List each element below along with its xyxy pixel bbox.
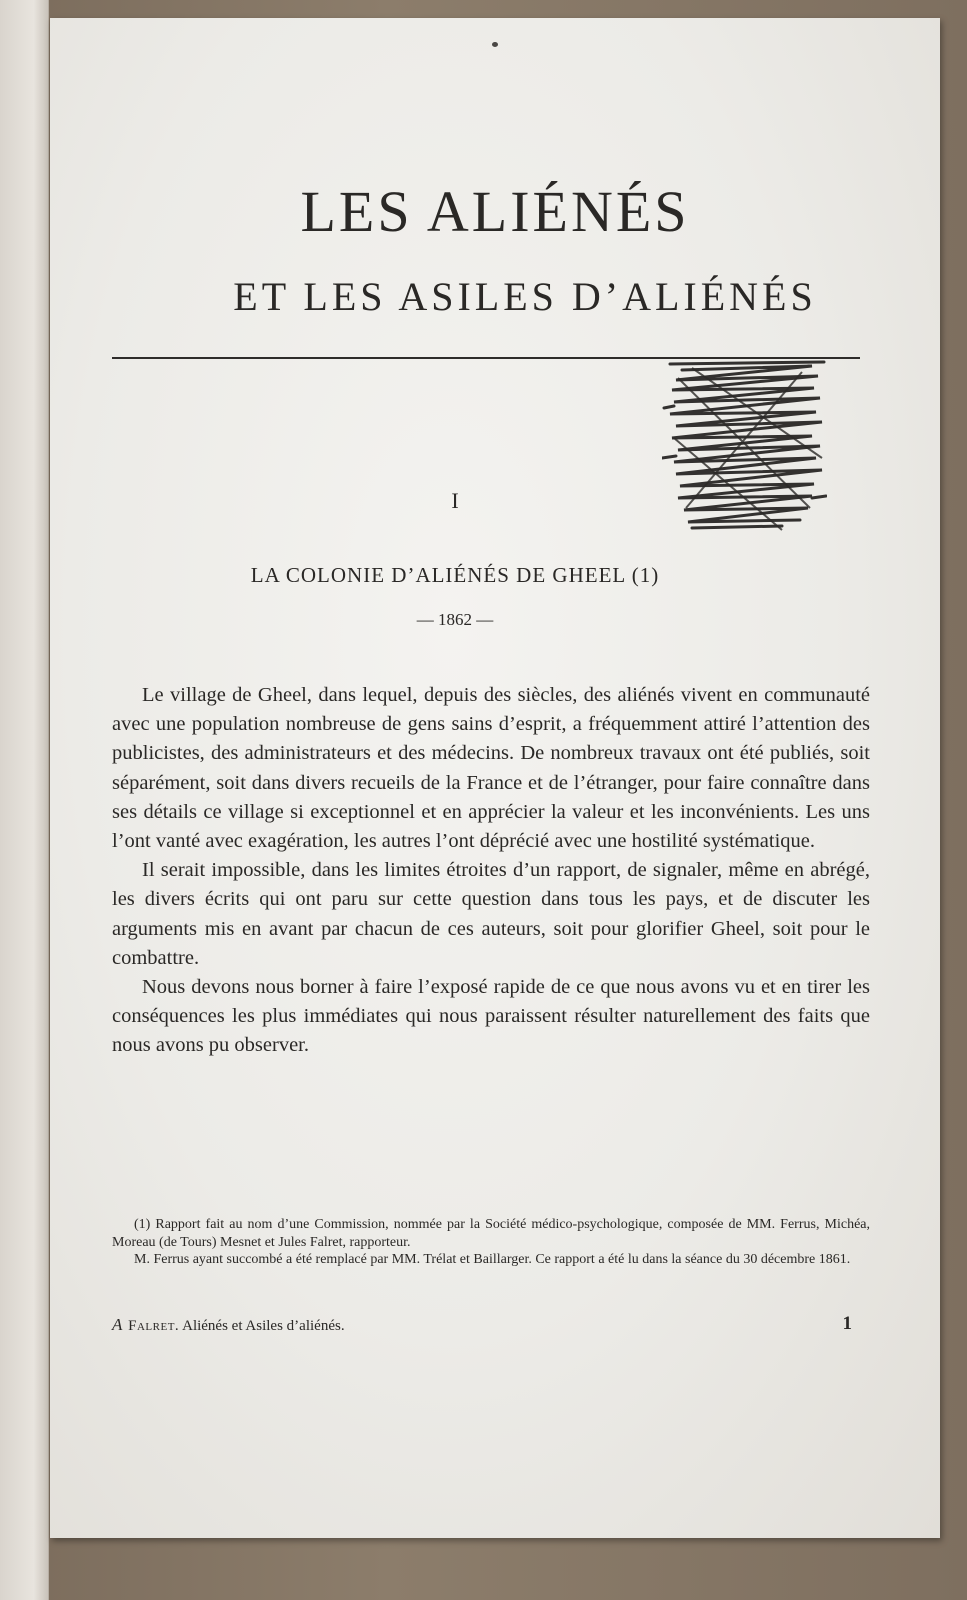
title-line-2: ET LES ASILES D’ALIÉNÉS <box>233 274 817 319</box>
footnote: M. Ferrus ayant succombé a été remplacé par MM. Trélat et Baillarger. Ce rapport a été lu dans la séance du 30 décembre 1861. <box>134 1252 851 1267</box>
book-page <box>50 18 940 1538</box>
footer-author: Falret. <box>128 1318 180 1334</box>
footnotes <box>112 1216 870 1269</box>
previous-page-edge <box>0 0 49 1600</box>
page-number: 1 <box>842 1313 852 1334</box>
paragraph: Il serait impossible, dans les limites étroites d’un rapport, de signaler, même en abrégé, les divers écrits qui ont paru sur cette question dans tous les pays, et de discuter les arguments mis en avant par chacun de ces auteurs, soit pour glorifier Gheel, soit pour le combattre. <box>112 859 870 969</box>
section-year: — 1862 — <box>416 610 494 629</box>
ink-spot <box>492 42 498 47</box>
footnote: (1) Rapport fait au nom d’une Commission, nommée par la Société médico-psychologique, composée de MM. Ferrus, Michéa, Moreau (de Tours) Mesnet et Jules Falret, rapporteur. <box>112 1217 870 1250</box>
paragraph: Nous devons nous borner à faire l’exposé rapide de ce que nous avons vu et en tirer les conséquences les plus immédiates qui nous paraissent résulter naturellement des faits que nous avons pu observer. <box>112 976 870 1057</box>
footer-book-title: Aliénés et Asiles d’aliénés. <box>182 1318 345 1334</box>
handwritten-initial: A <box>112 1315 123 1334</box>
body-text <box>112 681 870 1061</box>
section-title: LA COLONIE D’ALIÉNÉS DE GHEEL (1) <box>250 563 660 587</box>
section-number: I <box>451 488 459 513</box>
title-line-1: LES ALIÉNÉS <box>300 179 690 244</box>
page-footer <box>112 1315 852 1335</box>
paragraph: Le village de Gheel, dans lequel, depuis des siècles, des aliénés vivent en communauté avec une population nombreuse de gens sains d’esprit, a fréquemment attiré l’attention des publicistes, des administrateurs et des médecins. De nombreux travaux ont été publiés, soit séparément, soit dans divers recueils de la France et de l’étranger, pour faire connaître dans ses détails ce village si exceptionnel et en apprécier la valeur et les inconvénients. Les uns l’ont vanté avec exagération, les autres l’ont déprécié avec une hostilité systématique. <box>112 684 870 853</box>
